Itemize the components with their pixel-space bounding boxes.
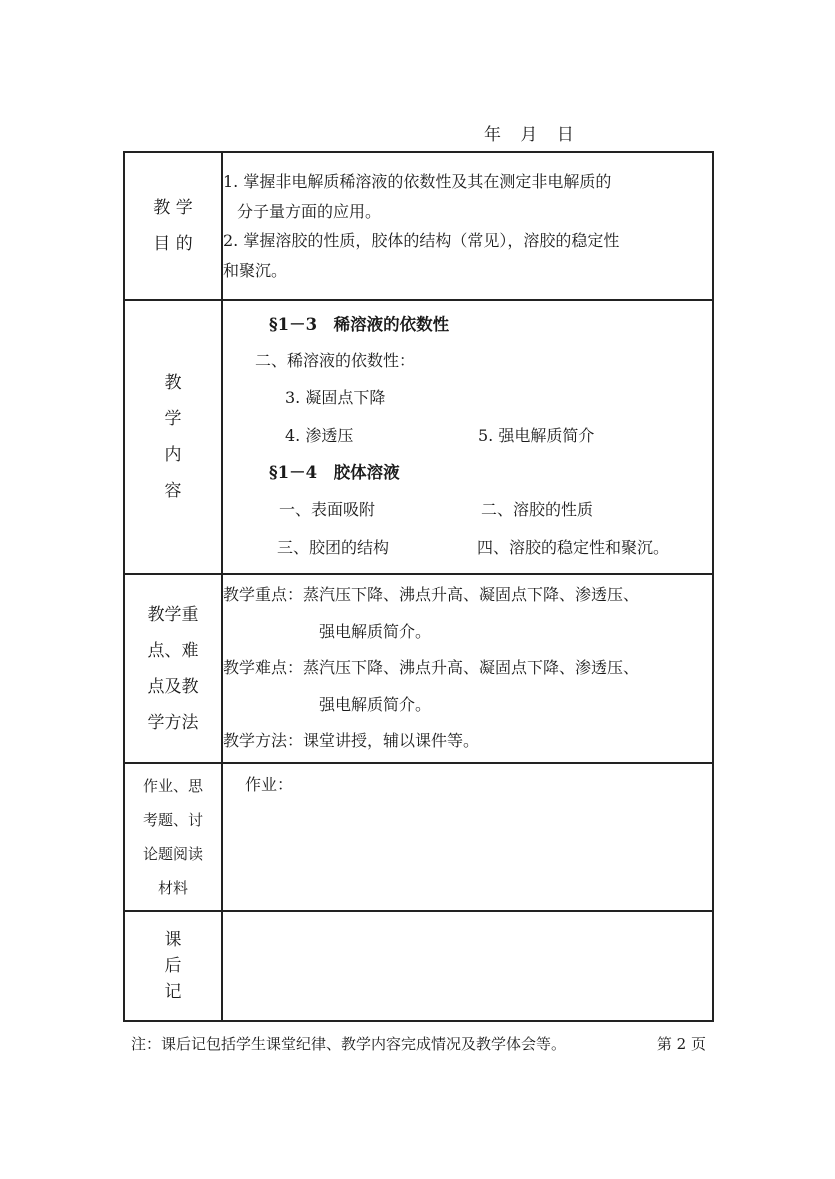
label-line: 教 学: [153, 198, 193, 218]
s2-item-4: 四、溶胶的稳定性和聚沉。: [477, 538, 670, 557]
teaching-content-label: [124, 300, 222, 574]
key-points-label: [124, 574, 222, 763]
post-class-notes-row: [124, 911, 713, 1021]
section-1-4-row-1: [223, 491, 712, 529]
teaching-goal-content: [222, 152, 713, 300]
difficulty-line-1: 教学难点：蒸汽压下降、沸点升高、凝固点下降、渗透压、: [223, 658, 640, 678]
method-line: 教学方法：课堂讲授，辅以课件等。: [223, 731, 480, 751]
homework-text: 作业：: [245, 775, 294, 794]
label-line: 点、难: [147, 640, 199, 661]
label-line: 后: [164, 956, 182, 976]
items-4-5: [223, 417, 712, 455]
teaching-content-row: [124, 300, 713, 574]
item-4: 4. 渗透压: [285, 426, 354, 445]
page-number: 第 2 页: [656, 1035, 706, 1053]
section-1-3-title: §1－3 稀溶液的依数性: [269, 315, 450, 334]
date-line: [484, 120, 587, 145]
label-line: 教: [164, 373, 182, 393]
label-line: 内: [164, 445, 182, 465]
label-line: 目 的: [153, 234, 193, 254]
teaching-goal-label: [124, 152, 222, 300]
s2-item-2: 二、溶胶的性质: [481, 500, 594, 519]
goal-line-1: 1. 掌握非电解质稀溶液的依数性及其在测定非电解质的: [223, 172, 612, 191]
goal-line-3: 2. 掌握溶胶的性质，胶体的结构（常见），溶胶的稳定性: [223, 231, 620, 250]
goal-line-4: 和聚沉。: [223, 260, 288, 280]
item-3: 3. 凝固点下降: [285, 388, 386, 407]
key-points-body: [222, 574, 713, 763]
goal-line-2: 分子量方面的应用。: [237, 201, 382, 221]
month-label: 月: [520, 125, 539, 145]
label-line: 课: [164, 930, 182, 950]
label-line: 记: [164, 982, 182, 1002]
teaching-content-body: [222, 300, 713, 574]
post-class-notes-label: [124, 911, 222, 1021]
label-line: 学: [164, 409, 182, 429]
difficulty-line-2: 强电解质简介。: [319, 694, 432, 714]
label-line: 点及教: [147, 676, 199, 697]
label-line: 教学重: [147, 604, 199, 625]
footer: [131, 1033, 706, 1054]
lesson-plan-table: [123, 151, 714, 1022]
s2-item-1: 一、表面吸附: [279, 500, 376, 519]
focus-line-2: 强电解质简介。: [319, 621, 432, 641]
post-class-notes-body: [222, 911, 713, 1021]
label-line: 作业、思: [142, 777, 203, 795]
section-1-4-row-2: [223, 529, 712, 567]
homework-label: [124, 763, 222, 911]
label-line: 论题阅读: [142, 845, 203, 863]
section-1-4-title: §1－4 胶体溶液: [269, 463, 400, 482]
key-points-row: [124, 574, 713, 763]
s2-item-3: 三、胶团的结构: [277, 538, 390, 557]
day-label: 日: [556, 125, 575, 145]
label-line: 材料: [157, 879, 188, 897]
item-5: 5. 强电解质简介: [478, 426, 595, 445]
footer-note: 注：课后记包括学生课堂纪律、教学内容完成情况及教学体会等。: [131, 1035, 567, 1053]
year-label: 年: [484, 125, 502, 145]
label-line: 学方法: [147, 712, 199, 733]
section-1-3-subheading: 二、稀溶液的依数性：: [255, 351, 416, 370]
label-line: 考题、讨: [142, 811, 203, 829]
focus-line-1: 教学重点：蒸汽压下降、沸点升高、凝固点下降、渗透压、: [223, 585, 640, 605]
homework-body: [222, 763, 713, 911]
homework-row: [124, 763, 713, 911]
label-line: 容: [164, 481, 182, 501]
teaching-goal-row: [124, 152, 713, 300]
